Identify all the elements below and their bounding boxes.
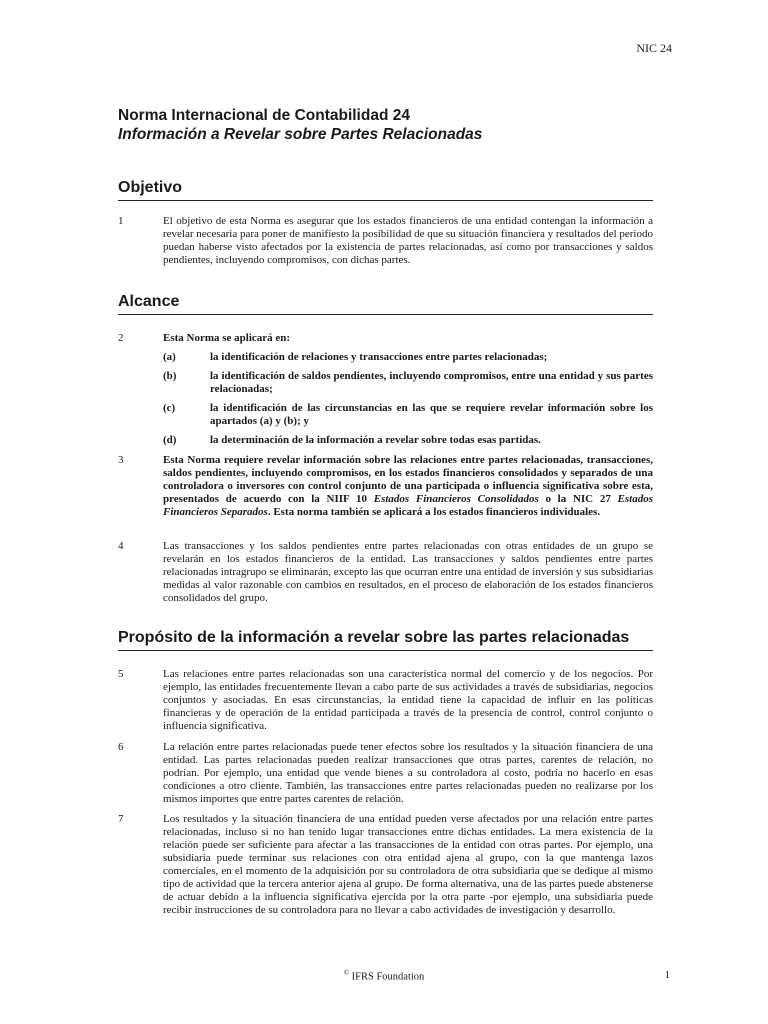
- paragraph-number: 5: [118, 668, 124, 680]
- paragraph-6: [118, 741, 653, 806]
- section-heading-objetivo: Objetivo: [118, 178, 653, 201]
- list-item-c: [163, 402, 653, 428]
- paragraph-text: Los resultados y la situación financiera de una entidad pueden verse afectados por una relación entre partes relacionadas, incluso si no han tenido lugar transacciones entre dichas entidades. La mera existencia de la relación puede ser suficiente para afectar a las transacciones de la entidad con otras partes. Por ejemplo, una subsidiaria puede terminar sus relaciones con otra entidad ajena al grupo, con la que mantenga lazos comerciales, en el momento de la adquisición por su controladora de otra subsidiaria que se dedique al mismo tipo de actividad que la tercera anterior ajena al grupo. De forma alternativa, una de las partes puede abstenerse de actuar debido a la influencia significativa ejercida por la otra parte -por ejemplo, una subsidiaria puede recibir instrucciones de su controladora para no llevar a cabo actividades de investigación y desarrollo.: [163, 813, 653, 916]
- list-letter: (a): [163, 351, 176, 363]
- paragraph-number: 6: [118, 741, 124, 753]
- paragraph-4: [118, 540, 653, 605]
- paragraph-intro: Esta Norma se aplicará en:: [163, 332, 291, 344]
- paragraph-number: 1: [118, 215, 124, 227]
- list-letter: (c): [163, 402, 176, 414]
- paragraph-5: [118, 668, 653, 733]
- paragraph-3: [118, 454, 653, 519]
- paragraph-number: 4: [118, 540, 124, 552]
- text-segment: o la NIC 27: [538, 493, 618, 505]
- standard-reference: Estados Financieros Consolidados: [373, 493, 539, 505]
- list-item-text: la identificación de relaciones y transacciones entre partes relacionadas;: [210, 351, 548, 363]
- list-item-text: la determinación de la información a revelar sobre todas esas partidas.: [210, 434, 541, 446]
- list-letter: (b): [163, 370, 177, 382]
- list-item-d: [163, 434, 653, 447]
- text-segment: . Esta norma también se aplicará a los estados financieros individuales.: [267, 506, 601, 518]
- list-letter: (d): [163, 434, 177, 446]
- paragraph-text: Las transacciones y los saldos pendientes entre partes relacionadas con otras entidades de un grupo se revelarán en los estados financieros de la entidad. Las transacciones y saldos pendientes entre partes relacionadas intragrupo se eliminarán, excepto las que ocurran entre una entidad de inversión y sus subsidiarias medidas al valor razonable con cambios en resultados, en el proceso de elaboración de los estados financieros consolidados del grupo.: [163, 540, 653, 604]
- standard-code: NIC 24: [636, 41, 672, 55]
- standard-reference: Estados Financieros Separados: [163, 493, 654, 518]
- document-subtitle: Información a Revelar sobre Partes Relacionadas: [118, 126, 483, 143]
- paragraph-number: 7: [118, 813, 124, 825]
- list-item-b: [163, 370, 653, 396]
- section-heading-proposito: Propósito de la información a revelar sobre las partes relacionadas: [118, 628, 653, 651]
- paragraph-text: El objetivo de esta Norma es asegurar que los estados financieros de una entidad contengan la información a revelar necesaria para poner de manifiesto la posibilidad de que su situación financiera y resultados del periodo puedan haberse visto afectados por la existencia de partes relacionadas, así como por transacciones y saldos pendientes, incluyendo compromisos, con dichas partes.: [163, 215, 653, 266]
- paragraph-text: La relación entre partes relacionadas puede tener efectos sobre los resultados y la situación financiera de una entidad. Las partes relacionadas pueden realizar transacciones que otras partes, carentes de relación, no podrían. Por ejemplo, una entidad que vende bienes a su controladora al costo, podría no hacerlo en esas condiciones a otro cliente. También, las transacciones entre partes relacionadas pueden no realizarse por los mismos importes que entre partes carentes de relación.: [163, 741, 653, 805]
- page-number: 1: [664, 969, 670, 981]
- footer-copyright: [300, 969, 468, 983]
- section-heading-alcance: Alcance: [118, 292, 653, 315]
- title-block: [118, 106, 658, 144]
- copyright-symbol: ©: [343, 969, 350, 977]
- paragraph-number: 2: [118, 332, 124, 344]
- list-item-a: [163, 351, 653, 364]
- paragraph-1: [118, 215, 653, 267]
- footer-org: IFRS Foundation: [351, 971, 425, 983]
- list-item-text: la identificación de saldos pendientes, incluyendo compromisos, entre una entidad y sus partes relacionadas;: [210, 370, 653, 395]
- paragraph-2: [118, 332, 653, 452]
- paragraph-number: 3: [118, 454, 124, 466]
- document-title: Norma Internacional de Contabilidad 24: [118, 107, 410, 124]
- paragraph-text: [163, 454, 653, 519]
- list-item-text: la identificación de las circunstancias en las que se requiere revelar información sobre los apartados (a) y (b); y: [210, 402, 653, 427]
- text-segment: Esta Norma requiere revelar información sobre las relaciones entre partes relacionadas, transacciones, saldos pendientes, incluyendo compromisos, en los estados financieros consolidados y separados de una controladora o inversores con control conjunto de una participada o influencia significativa sobre esta, presentados de acuerdo con la NIIF 10: [163, 454, 653, 505]
- paragraph-7: [118, 813, 653, 917]
- paragraph-text: Las relaciones entre partes relacionadas son una característica normal del comercio y de los negocios. Por ejemplo, las entidades frecuentemente llevan a cabo parte de sus actividades a través de subsidiarias, negocios conjuntos y asociadas. En esas circunstancias, la entidad tiene la capacidad de influir en las políticas financieras y de operación de la entidad participada a través de la presencia de control, control conjunto o influencia significativa.: [163, 668, 653, 732]
